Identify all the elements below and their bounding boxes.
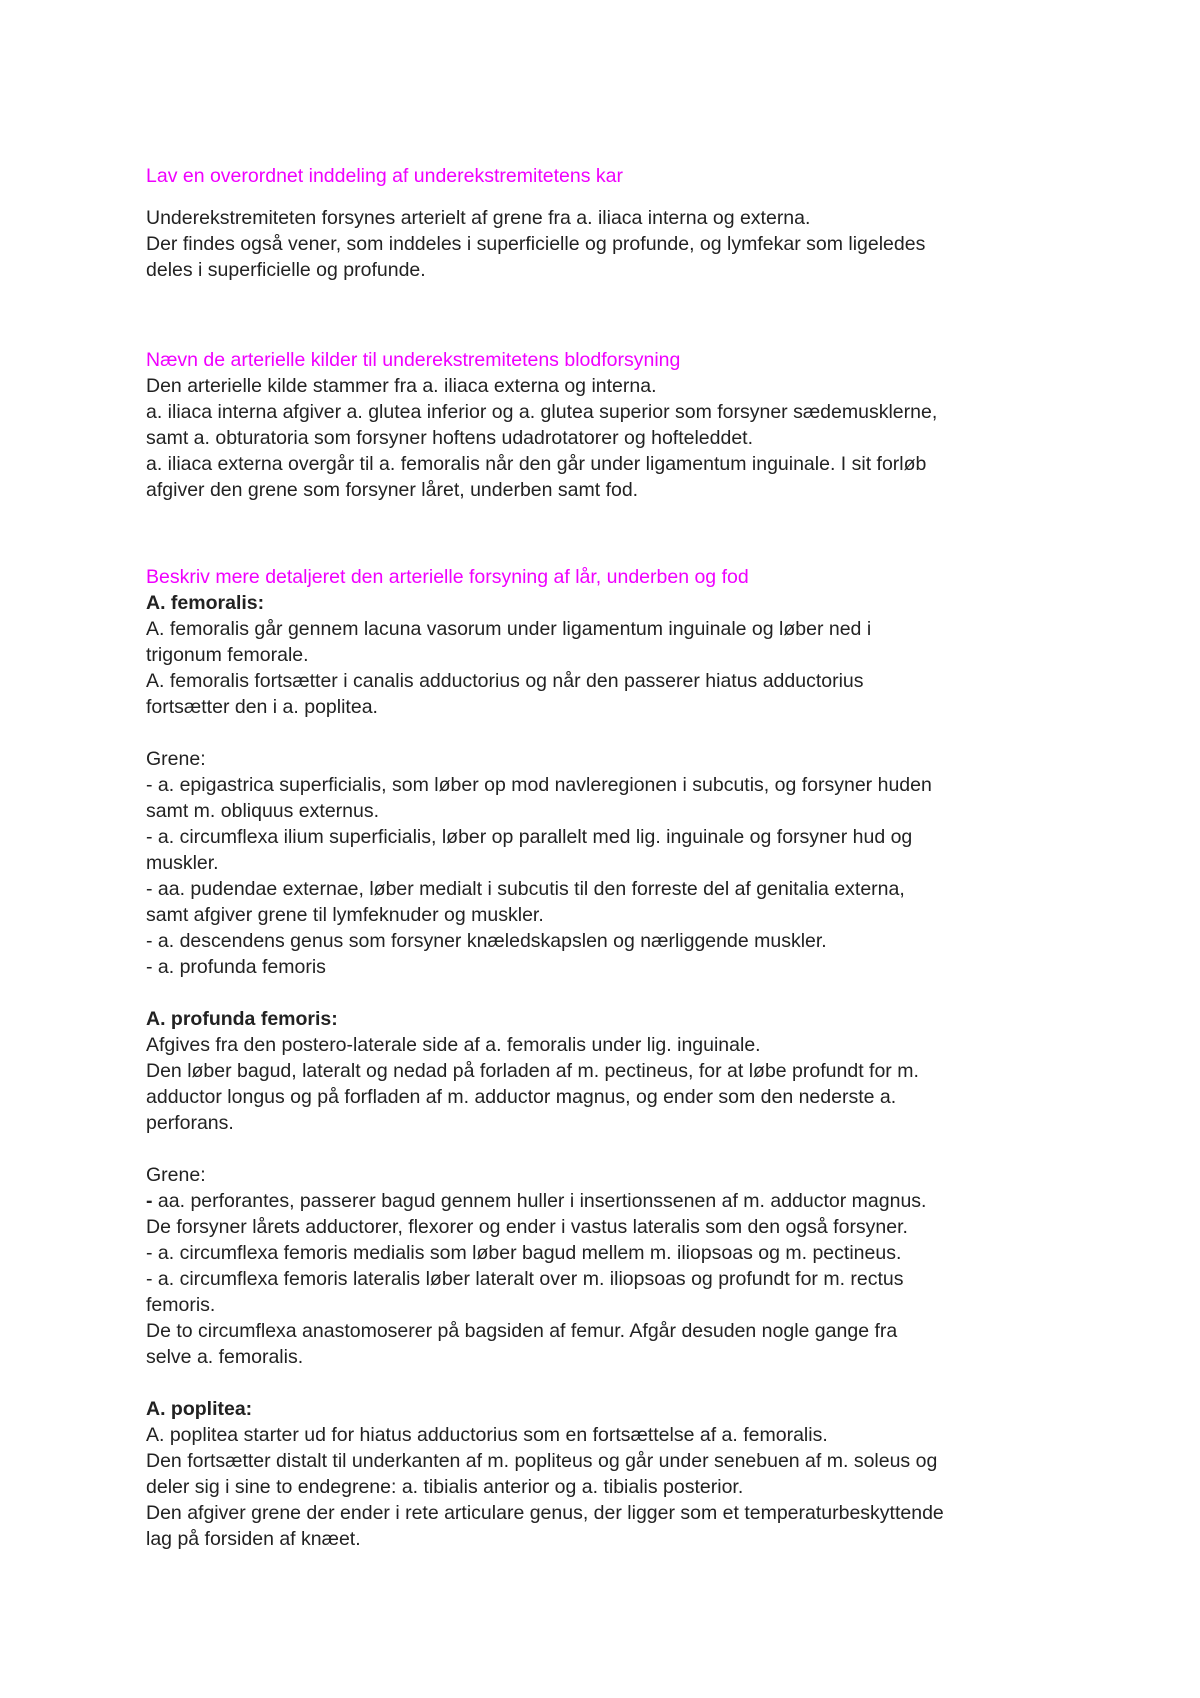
- blank-line: [146, 1370, 944, 1396]
- list-item: - a. profunda femoris: [146, 956, 326, 978]
- question-heading: Nævn de arterielle kilder til underekstremitetens blodforsyning: [146, 349, 681, 371]
- list-item: De forsyner lårets adductorer, flexorer og ender i vastus lateralis som den også forsyner.: [146, 1216, 908, 1238]
- blank-line: [146, 980, 944, 1006]
- subheading-femoralis: A. femoralis:: [146, 592, 265, 614]
- question-heading: Beskriv mere detaljeret den arterielle forsyning af lår, underben og fod: [146, 566, 749, 588]
- list-item: [146, 1188, 944, 1214]
- list-item: selve a. femoralis.: [146, 1346, 304, 1368]
- paragraph-line: fortsætter den i a. poplitea.: [146, 696, 378, 718]
- blank-line: [146, 1136, 944, 1162]
- list-item: - a. epigastrica superficialis, som løber op mod navleregionen i subcutis, og forsyner huden: [146, 774, 932, 796]
- paragraph-line: A. femoralis går gennem lacuna vasorum under ligamentum inguinale og løber ned i: [146, 618, 872, 640]
- paragraph-line: A. femoralis fortsætter i canalis adductorius og når den passerer hiatus adductorius: [146, 670, 864, 692]
- list-item: - a. descendens genus som forsyner knæledskapslen og nærliggende muskler.: [146, 930, 827, 952]
- paragraph-line: trigonum femorale.: [146, 644, 309, 666]
- list-item: femoris.: [146, 1294, 216, 1316]
- section-detailed-supply: [146, 564, 944, 1552]
- list-item: - a. circumflexa femoris lateralis løber lateralt over m. iliopsoas og profundt for m. rectus: [146, 1268, 904, 1290]
- list-item: - a. circumflexa femoris medialis som løber bagud mellem m. iliopsoas og m. pectineus.: [146, 1242, 902, 1264]
- list-item-text: aa. perforantes, passerer bagud gennem huller i insertionssenen af m. adductor magnus.: [152, 1190, 927, 1212]
- list-item: samt afgiver grene til lymfeknuder og muskler.: [146, 904, 544, 926]
- paragraph-line: a. iliaca interna afgiver a. glutea inferior og a. glutea superior som forsyner sædemusklerne,: [146, 401, 938, 423]
- list-item: De to circumflexa anastomoserer på bagsiden af femur. Afgår desuden nogle gange fra: [146, 1320, 898, 1342]
- list-dash: -: [146, 1190, 153, 1212]
- paragraph-line: deler sig i sine to endegrene: a. tibialis anterior og a. tibialis posterior.: [146, 1476, 744, 1498]
- grene-label: Grene:: [146, 1164, 206, 1186]
- paragraph-line: a. iliaca externa overgår til a. femoralis når den går under ligamentum inguinale. I sit forløb: [146, 453, 927, 475]
- list-item: - a. circumflexa ilium superficialis, løber op parallelt med lig. inguinale og forsyner hud og: [146, 826, 913, 848]
- paragraph-line: Der findes også vener, som inddeles i superficielle og profunde, og lymfekar som ligeledes: [146, 233, 926, 255]
- paragraph-line: Den fortsætter distalt til underkanten af m. popliteus og går under senebuen af m. soleus og: [146, 1450, 938, 1472]
- section-arterial-sources: [146, 347, 937, 503]
- section-overview: [146, 163, 925, 283]
- paragraph-line: adductor longus og på forfladen af m. adductor magnus, og ender som den nederste a.: [146, 1086, 897, 1108]
- list-item: - aa. pudendae externae, løber medialt i subcutis til den forreste del af genitalia externa,: [146, 878, 905, 900]
- paragraph-line: Den arterielle kilde stammer fra a. iliaca externa og interna.: [146, 375, 657, 397]
- list-item: samt m. obliquus externus.: [146, 800, 380, 822]
- paragraph-line: A. poplitea starter ud for hiatus adductorius som en fortsættelse af a. femoralis.: [146, 1424, 828, 1446]
- subheading-profunda-femoris: A. profunda femoris:: [146, 1008, 338, 1030]
- paragraph-line: lag på forsiden af knæet.: [146, 1528, 361, 1550]
- paragraph-line: perforans.: [146, 1112, 234, 1134]
- paragraph-line: Underekstremiteten forsynes arterielt af grene fra a. iliaca interna og externa.: [146, 207, 811, 229]
- subheading-poplitea: A. poplitea:: [146, 1398, 253, 1420]
- paragraph-line: Afgives fra den postero-laterale side af a. femoralis under lig. inguinale.: [146, 1034, 761, 1056]
- list-item: muskler.: [146, 852, 219, 874]
- question-heading: Lav en overordnet inddeling af underekstremitetens kar: [146, 165, 623, 187]
- paragraph-line: samt a. obturatoria som forsyner hoftens udadrotatorer og hofteleddet.: [146, 427, 754, 449]
- paragraph-line: Den afgiver grene der ender i rete articulare genus, der ligger som et temperaturbeskyttende: [146, 1502, 944, 1524]
- blank-line: [146, 720, 944, 746]
- paragraph-line: deles i superficielle og profunde.: [146, 259, 426, 281]
- paragraph-line: afgiver den grene som forsyner låret, underben samt fod.: [146, 479, 639, 501]
- grene-label: Grene:: [146, 748, 206, 770]
- paragraph-line: Den løber bagud, lateralt og nedad på forladen af m. pectineus, for at løbe profundt for m.: [146, 1060, 919, 1082]
